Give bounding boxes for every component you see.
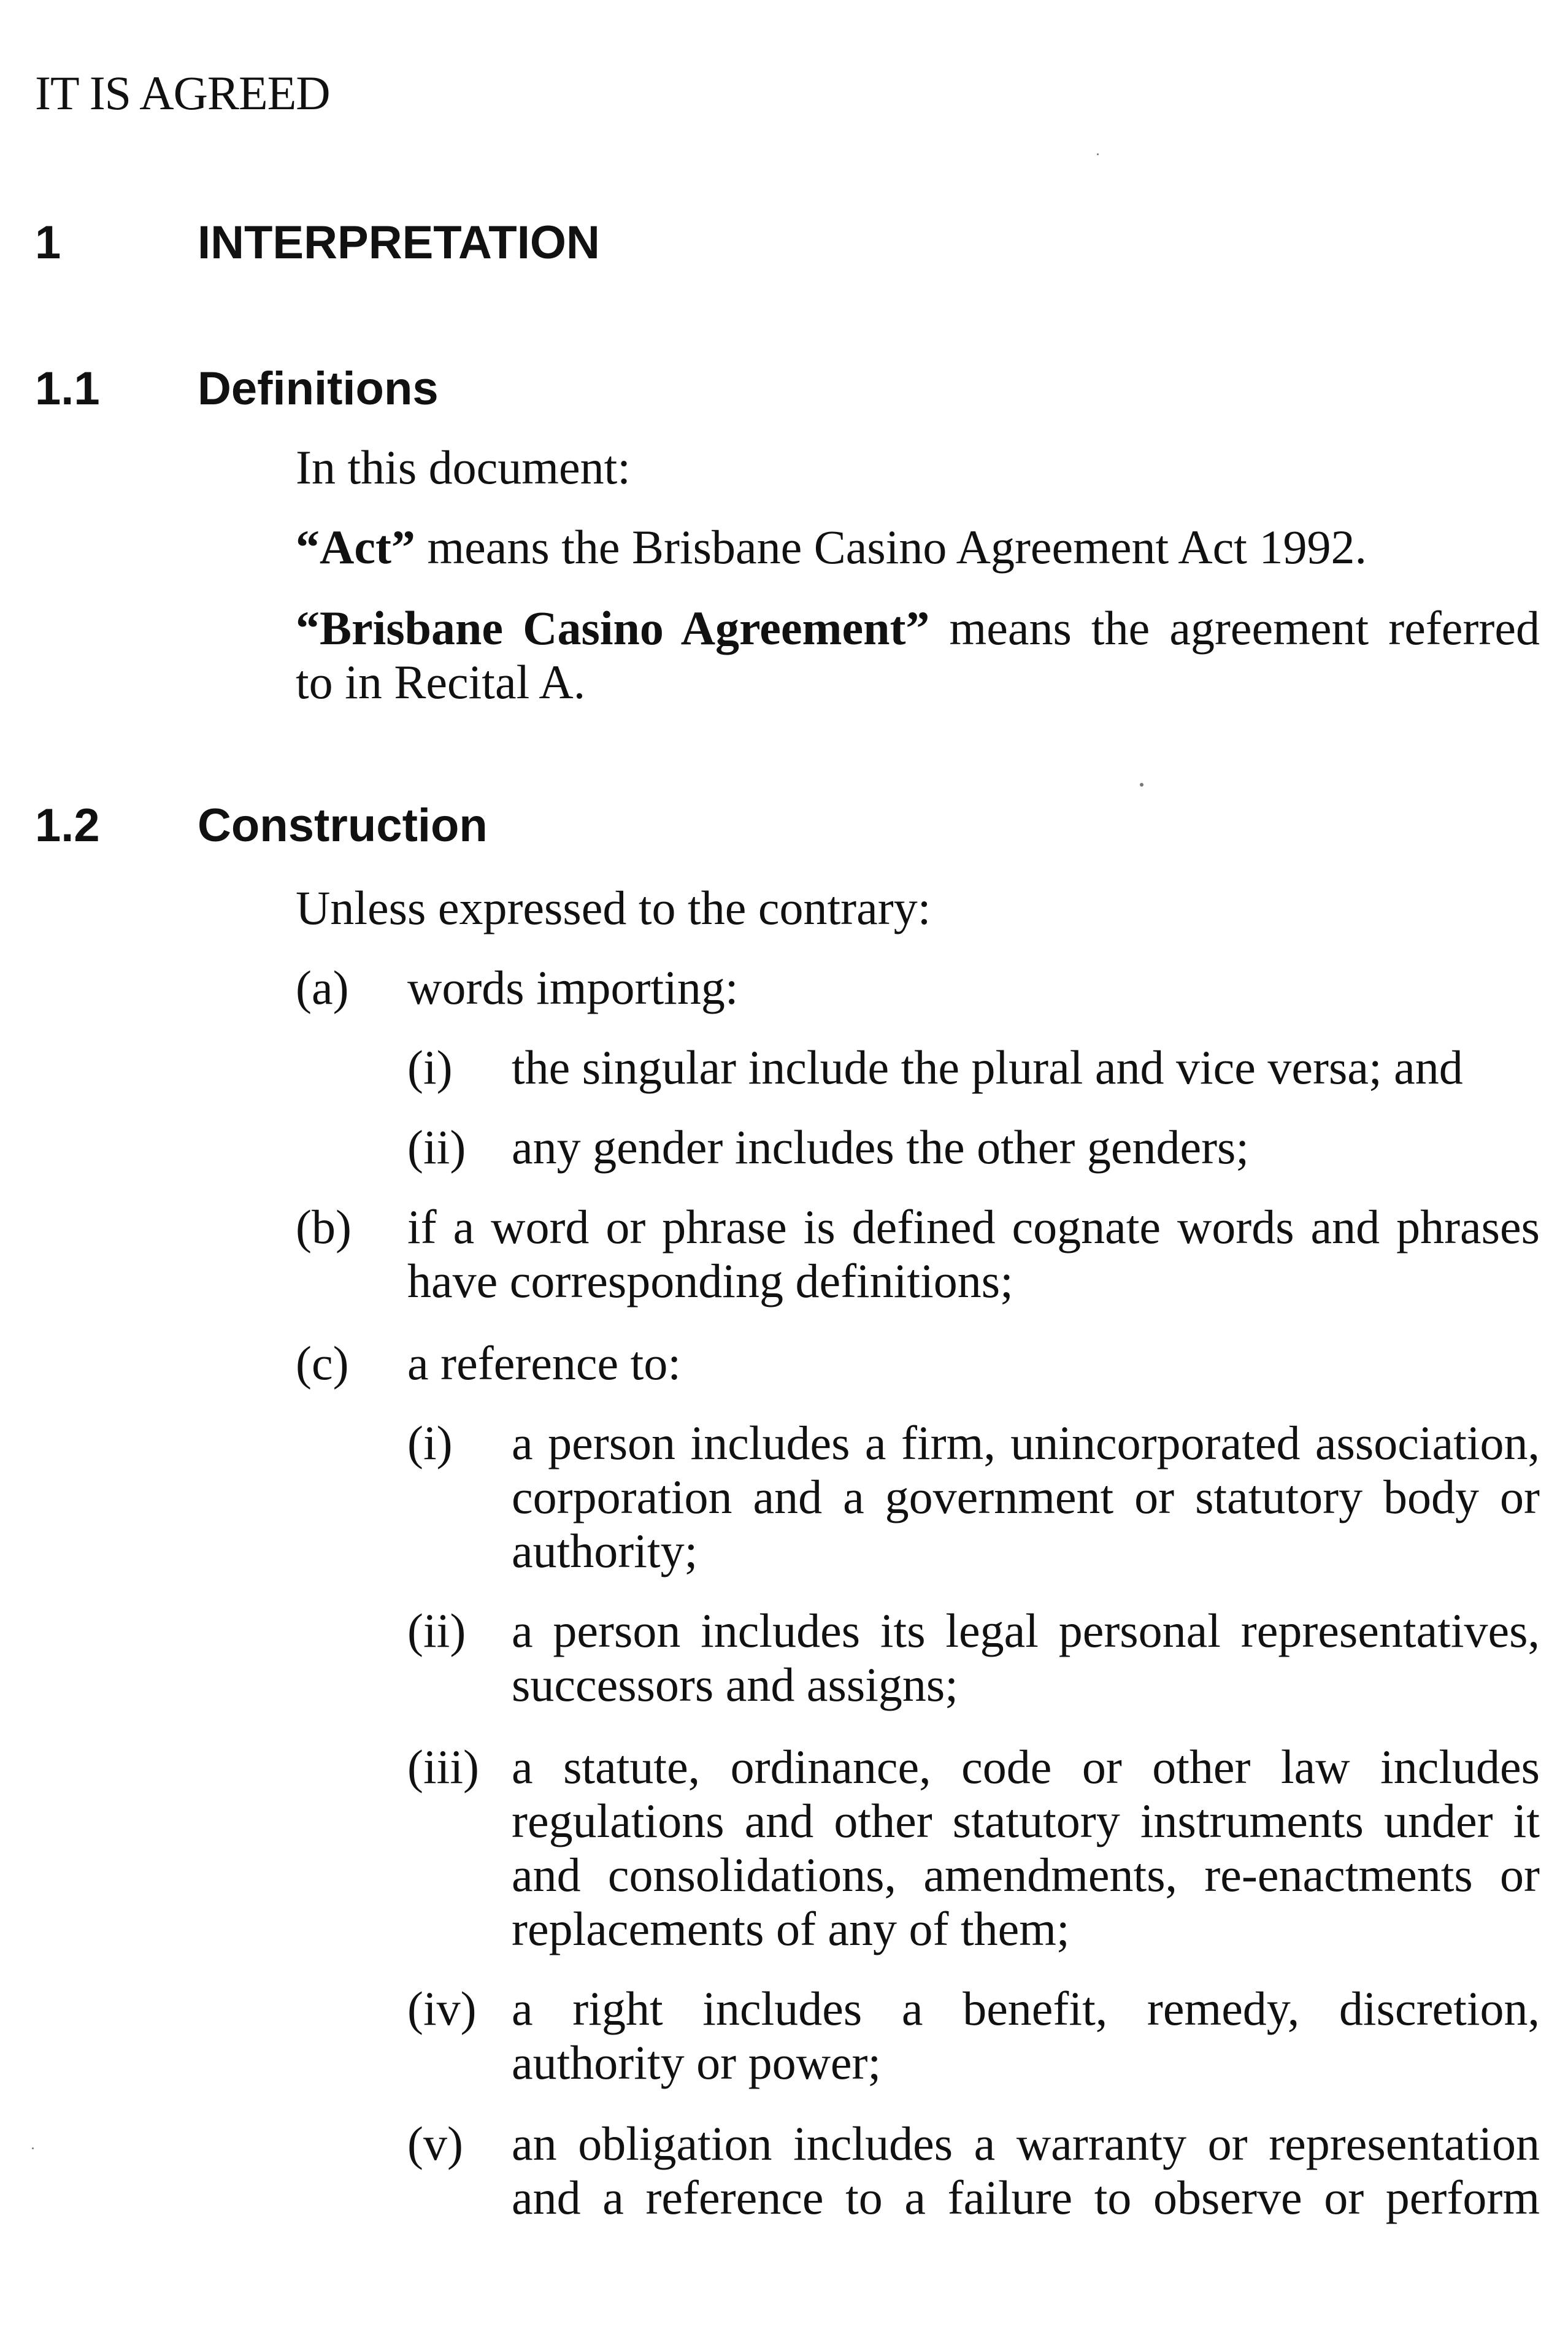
clause-c-v-label: (v) — [407, 2117, 463, 2170]
clause-b-label: (b) — [296, 1200, 352, 1253]
section-number: 1 — [35, 217, 61, 269]
definition-text: means the Brisbane Casino Agreement Act 1992. — [415, 520, 1367, 574]
clause-c-label: (c) — [296, 1336, 349, 1390]
clause-b-text: if a word or phrase is defined cognate words and phrases have corresponding definitions; — [407, 1200, 1540, 1307]
clause-a-ii-text: any gender includes the other genders; — [512, 1120, 1250, 1174]
clause-a-label: (a) — [296, 961, 349, 1014]
definition-brisbane-casino-agreement — [296, 601, 1540, 709]
scan-speck — [32, 2147, 34, 2149]
definition-text: means the agreement referred to in Recital A. — [296, 601, 1540, 709]
clause-c-v-text: an obligation includes a warranty or representation and a reference to a failure to observe or perform — [512, 2117, 1540, 2224]
clause-a-i-text: the singular include the plural and vice versa; and — [512, 1041, 1463, 1094]
construction-title: Construction — [198, 799, 488, 852]
scan-speck — [1097, 153, 1099, 155]
clause-c-text: a reference to: — [407, 1336, 681, 1390]
definition-term: “Act” — [296, 520, 415, 574]
definitions-title: Definitions — [198, 363, 439, 415]
clause-c-i-text: a person includes a firm, unincorporated association, corporation and a government or statutory body or authority; — [512, 1416, 1540, 1577]
clause-c-ii-label: (ii) — [407, 1604, 466, 1657]
definitions-lead: In this document: — [296, 441, 631, 494]
intro-heading: IT IS AGREED — [35, 66, 330, 120]
clause-a-text: words importing: — [407, 961, 739, 1014]
definitions-number: 1.1 — [35, 363, 100, 415]
clause-c-iii-label: (iii) — [407, 1740, 479, 1793]
section-title: INTERPRETATION — [198, 217, 600, 269]
clause-c-i-label: (i) — [407, 1416, 453, 1469]
scan-speck — [1140, 783, 1143, 787]
clause-a-i-label: (i) — [407, 1041, 453, 1094]
clause-a-ii-label: (ii) — [407, 1120, 466, 1174]
definition-act — [296, 520, 1540, 574]
clause-c-iv-text: a right includes a benefit, remedy, discretion, authority or power; — [512, 1982, 1540, 2089]
construction-lead: Unless expressed to the contrary: — [296, 881, 931, 934]
definition-term: “Brisbane Casino Agreement” — [296, 601, 930, 655]
clause-c-iv-label: (iv) — [407, 1982, 477, 2035]
clause-c-iii-text: a statute, ordinance, code or other law includes regulations and other statutory instruments under it and consolidations, amendments, re-enactments or replacements of any of them; — [512, 1740, 1540, 1955]
construction-number: 1.2 — [35, 799, 100, 852]
clause-c-ii-text: a person includes its legal personal representatives, successors and assigns; — [512, 1604, 1540, 1711]
